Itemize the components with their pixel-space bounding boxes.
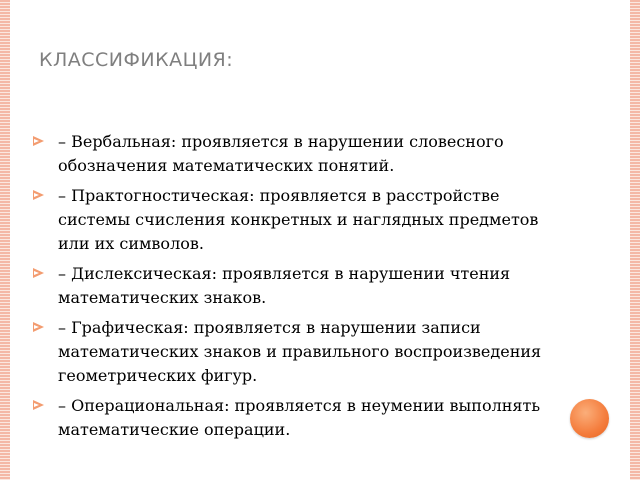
bullet-text: – Операциональная: проявляется в неумении выполнять математические операции. xyxy=(58,396,541,439)
list-item xyxy=(33,394,558,442)
slide-title: КЛАССИФИКАЦИЯ: xyxy=(39,49,234,71)
orange-circle-decoration xyxy=(570,399,609,438)
bullet-text: – Вербальная: проявляется в нарушении словесного обозначения математических понятий. xyxy=(58,132,504,175)
list-item xyxy=(33,262,558,310)
triangle-bullet-icon xyxy=(33,268,44,278)
list-item xyxy=(33,130,558,178)
bullet-text: – Графическая: проявляется в нарушении записи математических знаков и правильного воспроизведения геометрических фигур. xyxy=(58,318,542,385)
left-decorative-stripes xyxy=(0,0,10,480)
bullet-text: – Практогностическая: проявляется в расстройстве системы счисления конкретных и наглядных предметов или их символов. xyxy=(58,186,539,253)
bullet-list xyxy=(33,130,558,448)
bullet-text: – Дислексическая: проявляется в нарушении чтения математических знаков. xyxy=(58,264,511,307)
triangle-bullet-icon xyxy=(33,190,44,200)
triangle-bullet-icon xyxy=(33,322,44,332)
right-decorative-stripes xyxy=(630,0,640,480)
list-item xyxy=(33,316,558,388)
triangle-bullet-icon xyxy=(33,136,44,146)
triangle-bullet-icon xyxy=(33,400,44,410)
list-item xyxy=(33,184,558,256)
